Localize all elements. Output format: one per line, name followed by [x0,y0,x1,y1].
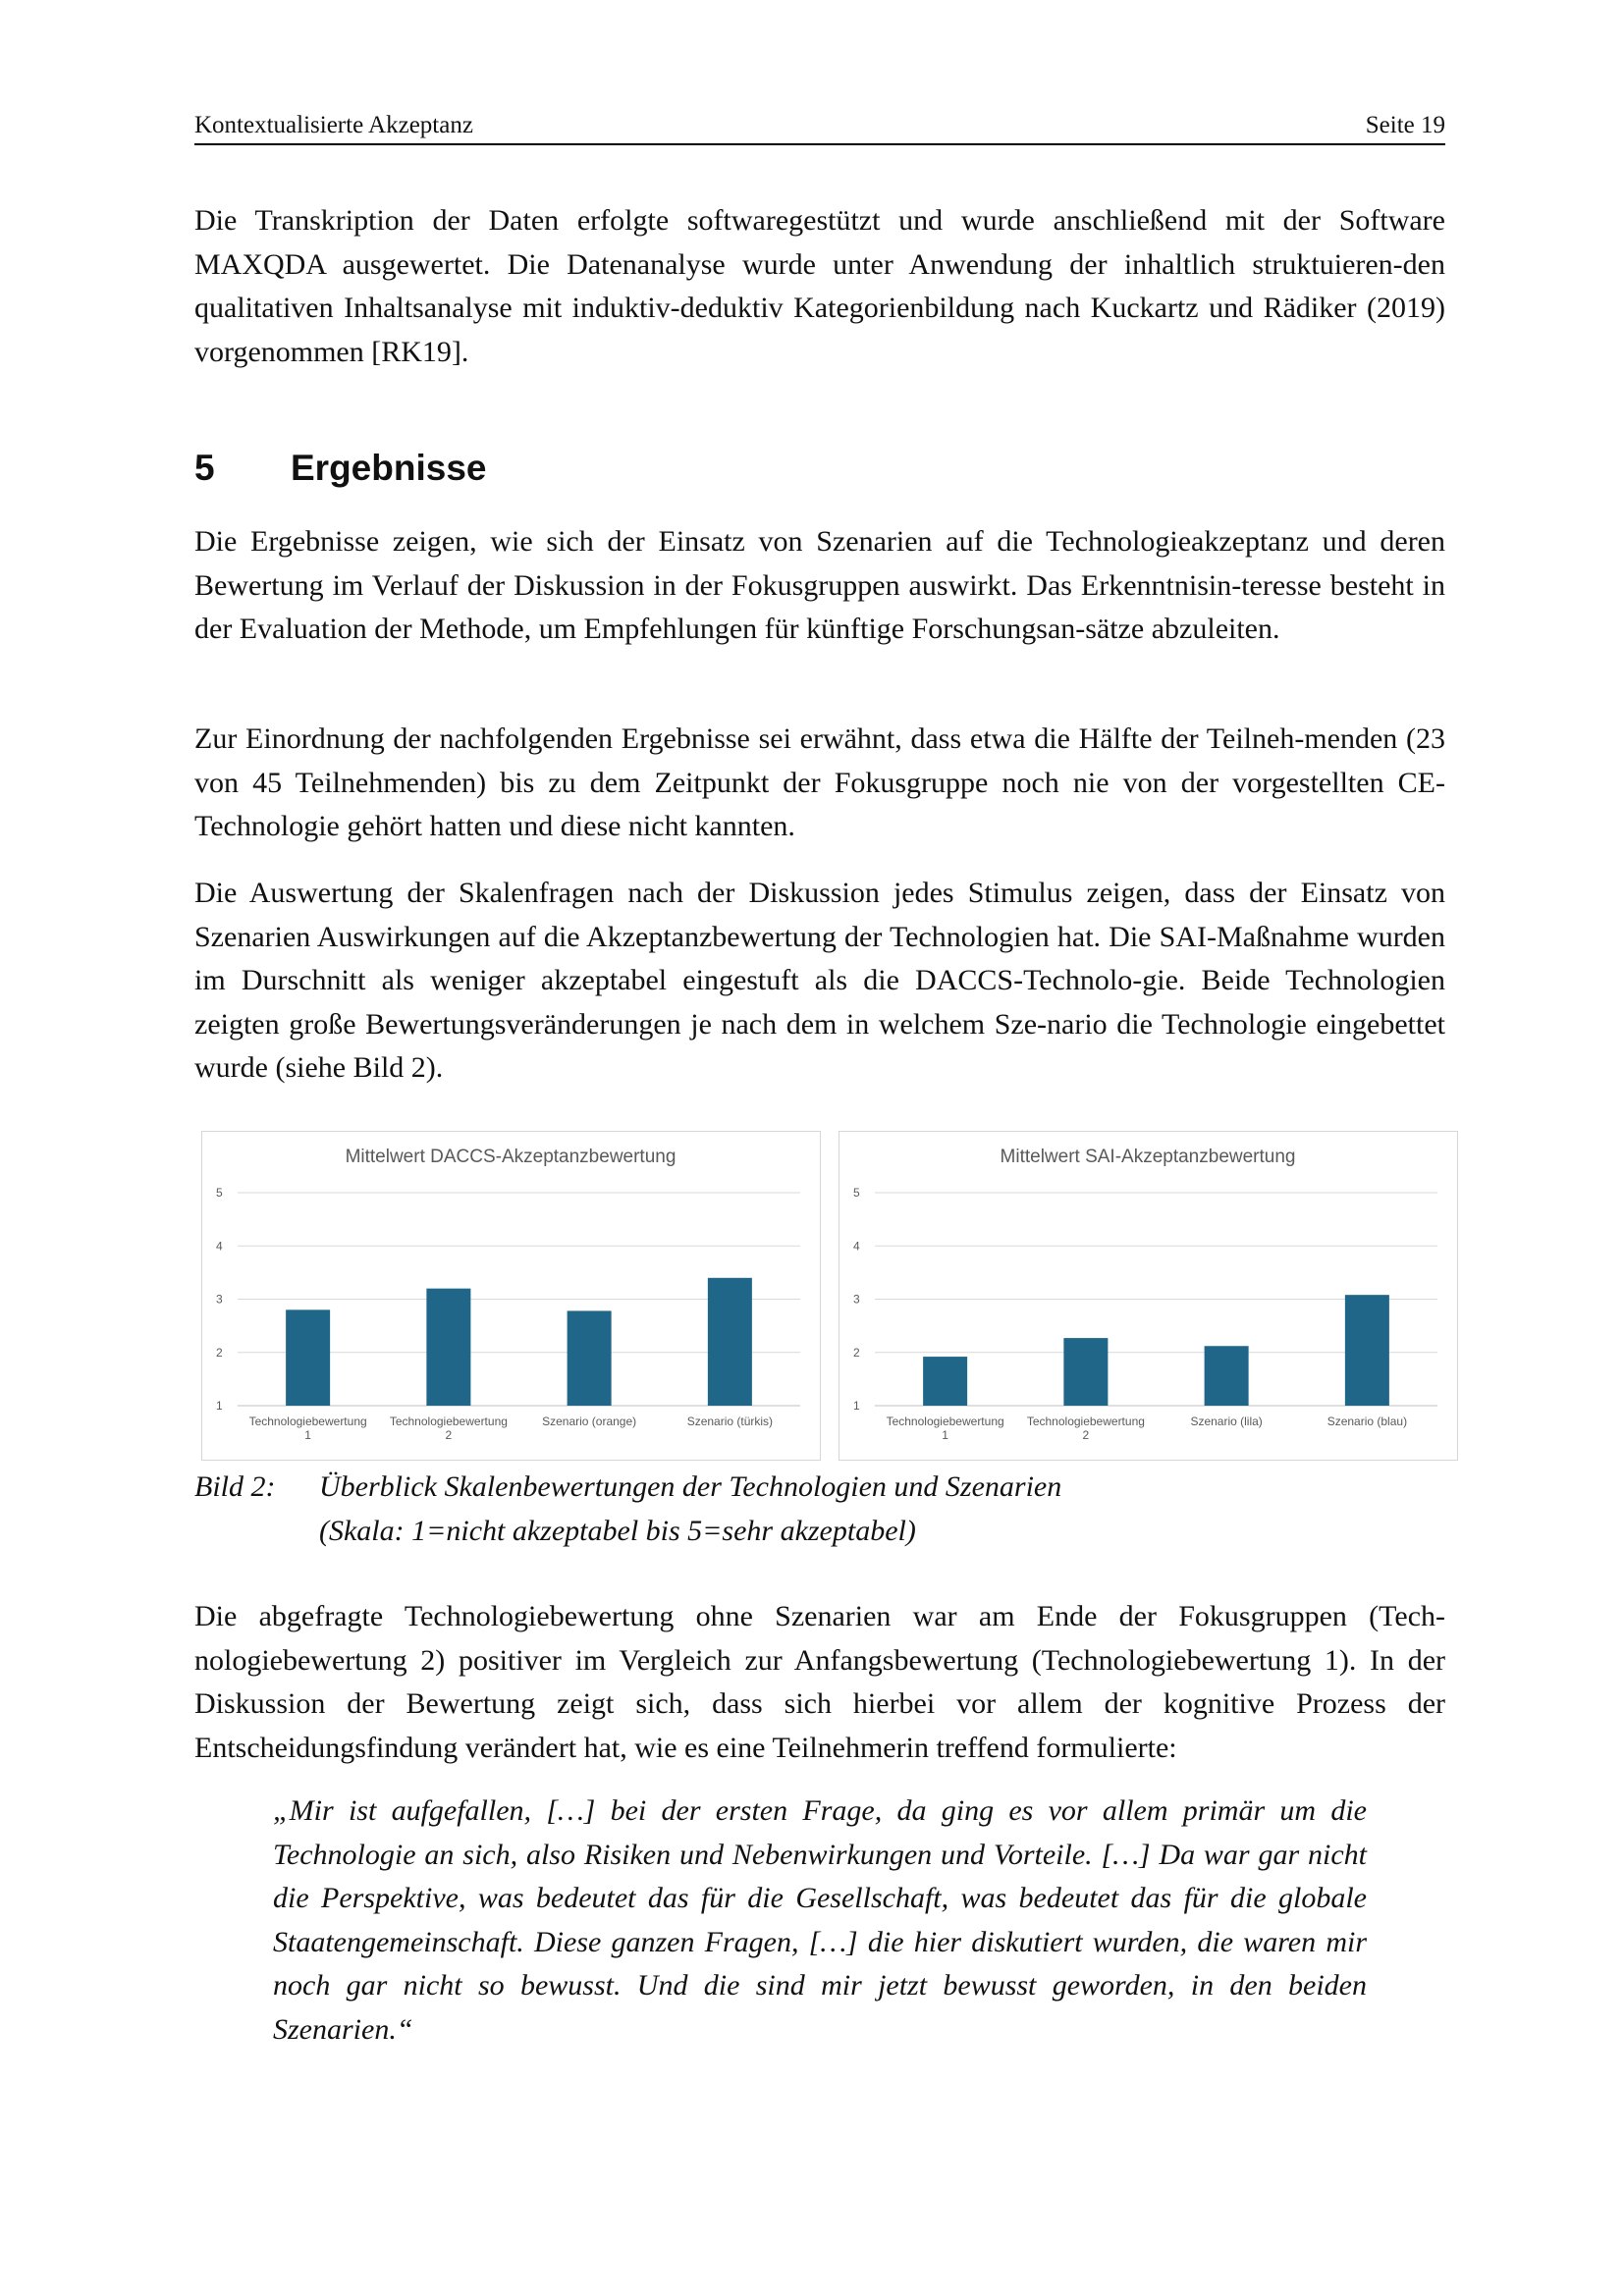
x-category-label: Szenario (blau) [1326,1415,1408,1428]
participant-quote: „Mir ist aufgefallen, […] bei der ersten Frage, da ging es vor allem primär um die Technologie an sich, also Risiken und Nebenwirkungen und Vorteile. […] Da war gar nicht die Perspektive, was bedeutet das für die Gesellschaft, was bedeutet das für die globale Staatengemeinschaft. Diese ganzen Fragen, […] die hier diskutiert wurden, die waren mir noch gar nicht so bewusst. Und die sind mir jetzt bewusst geworden, in den beiden Szenarien.“ [273,1794,1367,2046]
running-header [194,110,1445,145]
bar [708,1278,752,1406]
y-tick-label: 1 [216,1399,223,1413]
y-tick-label: 2 [216,1345,223,1360]
bar [568,1310,612,1406]
section-number: 5 [194,448,215,488]
x-category-label: 1 [942,1428,948,1442]
chart-sai [839,1131,1458,1461]
y-tick-label: 5 [853,1186,860,1200]
x-category-label: Szenario (orange) [542,1415,637,1428]
bar [1063,1338,1108,1406]
chart-sai-svg [839,1132,1457,1460]
caption-line-1: Überblick Skalenbewertungen der Technologien und Szenarien [319,1470,1062,1503]
chart-title: Mittelwert SAI-Akzeptanzbewertung [1000,1147,1296,1167]
y-tick-label: 4 [853,1239,860,1254]
bar [923,1357,967,1406]
header-title: Kontextualisierte Akzeptanz [194,112,473,138]
y-tick-label: 2 [853,1345,860,1360]
paragraph-technology-rating: Die abgefragte Technologiebewertung ohne Szenarien war am Ende der Fokusgruppen (Tech-nologiebewertung 2) positiver im Vergleich zur Anfangsbewertung (Technologiebewertung 1). In der Diskussion der Bewertung zeigt sich, dass sich hierbei vor allem der kognitive Prozess der Entscheidungsfindung verändert hat, wie es eine Teilnehmerin treffend formulierte: [194,1600,1445,1764]
chart-daccs-svg [202,1132,820,1460]
paragraph-results-intro: Die Ergebnisse zeigen, wie sich der Einsatz von Szenarien auf die Technologieakzeptanz und deren Bewertung im Verlauf der Diskussion in der Fokusgruppen auswirkt. Das Erkenntnisin-teresse besteht in der Evaluation der Methode, um Empfehlungen für künftige Forschungsan-sätze abzuleiten. [194,525,1445,645]
y-tick-label: 3 [853,1292,860,1307]
bar [286,1309,330,1406]
x-category-label: Technologiebewertung [248,1415,367,1428]
paragraph-scale-analysis: Die Auswertung der Skalenfragen nach der Diskussion jedes Stimulus zeigen, dass der Einsatz von Szenarien Auswirkungen auf die Akzeptanzbewertung der Technologien hat. Die SAI-Maßnahme wurden im Durschnitt als weniger akzeptabel eingestuft als die DACCS-Technolo-gie. Beide Technologien zeigten große Bewertungsveränderungen je nach dem in welchem Sze-nario die Technologie eingebettet wurde (siehe Bild 2). [194,877,1445,1084]
y-tick-label: 1 [853,1399,860,1413]
x-category-label: 2 [1082,1428,1090,1442]
x-category-label: Szenario (lila) [1190,1415,1263,1428]
caption-line-2: (Skala: 1=nicht akzeptabel bis 5=sehr akzeptabel) [319,1515,916,1547]
page-number: Seite 19 [1365,112,1445,138]
x-category-label: 2 [445,1428,453,1442]
chart-title: Mittelwert DACCS-Akzeptanzbewertung [345,1147,677,1167]
x-category-label: Technologiebewertung [1026,1415,1145,1428]
bar [426,1289,470,1406]
section-heading [194,447,486,490]
bar [1205,1346,1249,1406]
x-category-label: Szenario (türkis) [686,1415,774,1428]
y-tick-label: 3 [216,1292,223,1307]
x-category-label: Technologiebewertung [389,1415,508,1428]
paragraph-participants: Zur Einordnung der nachfolgenden Ergebnisse sei erwähnt, dass etwa die Hälfte der Teilneh-menden (23 von 45 Teilnehmenden) bis zu dem Zeitpunkt der Fokusgruppe noch nie von der vorgestellten CE-Technologie gehört hatten und diese nicht kannten. [194,722,1445,842]
caption-label: Bild 2: [194,1470,276,1503]
section-title: Ergebnisse [291,448,487,488]
bar [1345,1295,1389,1406]
paragraph-transcription: Die Transkription der Daten erfolgte softwaregestützt und wurde anschließend mit der Software MAXQDA ausgewertet. Die Datenanalyse wurde unter Anwendung der inhaltlich struktuieren-den qualitativen Inhaltsanalyse mit induktiv-deduktiv Kategorienbildung nach Kuckartz und Rädiker (2019) vorgenommen [RK19]. [194,204,1445,368]
x-category-label: Technologiebewertung [886,1415,1004,1428]
y-tick-label: 4 [216,1239,223,1254]
x-category-label: 1 [304,1428,311,1442]
y-tick-label: 5 [216,1186,223,1200]
chart-daccs [201,1131,821,1461]
